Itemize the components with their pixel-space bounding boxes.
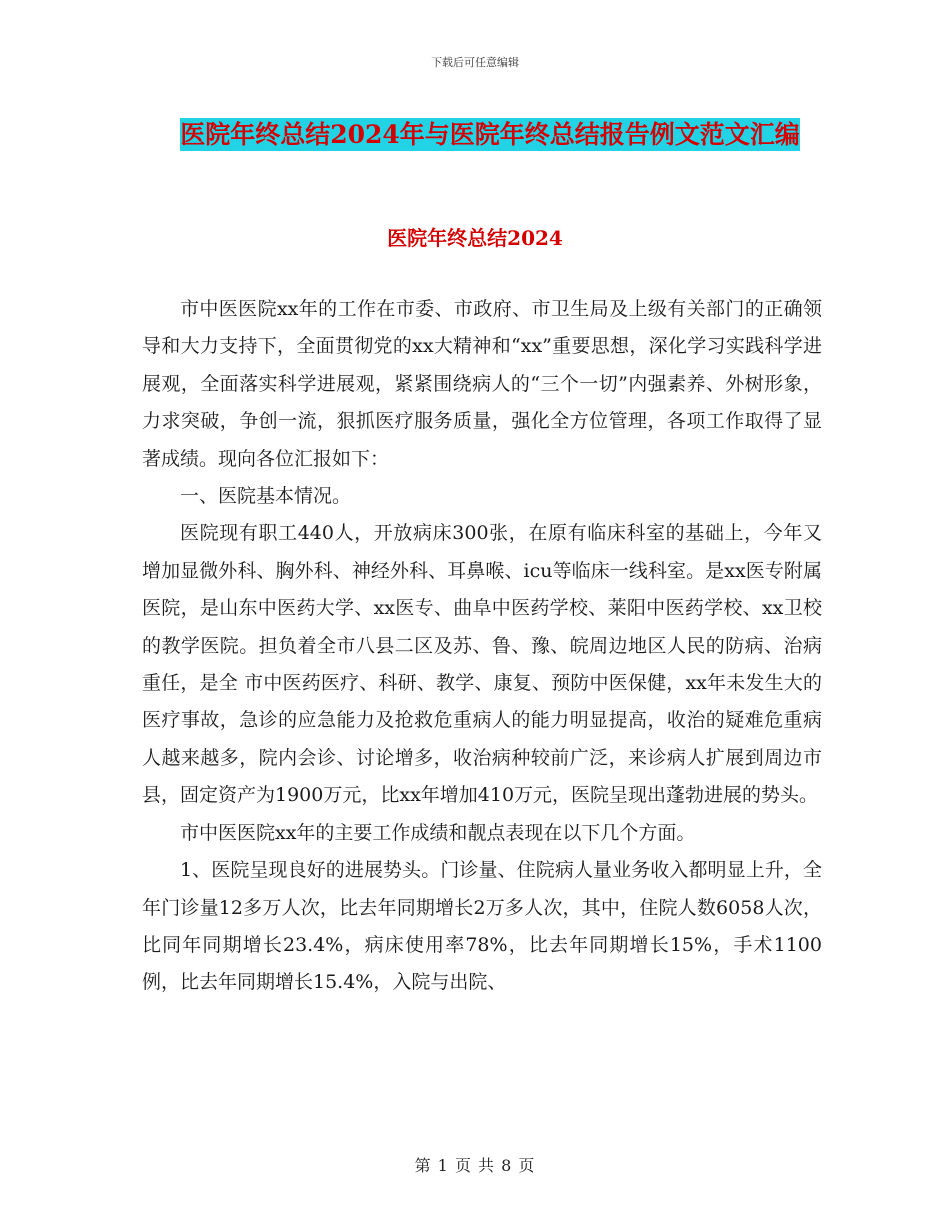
page-header-note: 下载后可任意编辑 [431, 56, 519, 69]
paragraph: 1、医院呈现良好的进展势头。门诊量、住院病人量业务收入都明显上升，全年门诊量12多万人次，比去年同期增长2万多人次，其中，住院人数6058人次，比同年同期增长23.4%，病床使用率78%，比去年同期增长15%，手术1100例，比去年同期增长15.4%，入院与出院、 [142, 859, 822, 994]
paragraph: 市中医医院xx年的主要工作成绩和靓点表现在以下几个方面。 [180, 821, 696, 844]
paragraph: 医院现有职工440人，开放病床300张，在原有临床科室的基础上，今年又增加显微外科、胸外科、神经外科、耳鼻喉、icu等临床一线科室。是xx医专附属医院，是山东中医药大学、xx医专、曲阜中医药学校、莱阳中医药学校、xx卫校的教学医院。担负着全市八县二区及苏、鲁、豫、皖周边地区人民的防病、治病重任，是全 市中医药医疗、科研、教学、康复、预防中医保健，xx年未发生大的医疗事故，急诊的应急能力及抢救危重病人的能力明显提高，收治的疑难危重病人越来越多，院内会诊、讨论增多，收治病种较前广泛，来诊病人扩展到周边市县，固定资产为1900万元，比xx年增加410万元，医院呈现出蓬勃进展的势头。 [142, 522, 822, 807]
document-title [150, 112, 830, 158]
paragraph: 市中医医院xx年的工作在市委、市政府、市卫生局及上级有关部门的正确领导和大力支持下，全面贯彻党的xx大精神和“xx”重要思想，深化学习实践科学进展观，全面落实科学进展观，紧紧围绕病人的“三个一切”内强素养、外树形象，力求突破，争创一流，狠抓医疗服务质量，强化全方位管理，各项工作取得了显著成绩。现向各位汇报如下： [142, 298, 822, 470]
document-body [142, 291, 822, 1002]
paragraph: 一、医院基本情况。 [180, 485, 352, 508]
section-title: 医院年终总结2024 [387, 226, 563, 250]
document-title-text: 医院年终总结2024年与医院年终总结报告例文范文汇编 [180, 120, 800, 149]
page-number: 第 1 页 共 8 页 [414, 1156, 536, 1175]
